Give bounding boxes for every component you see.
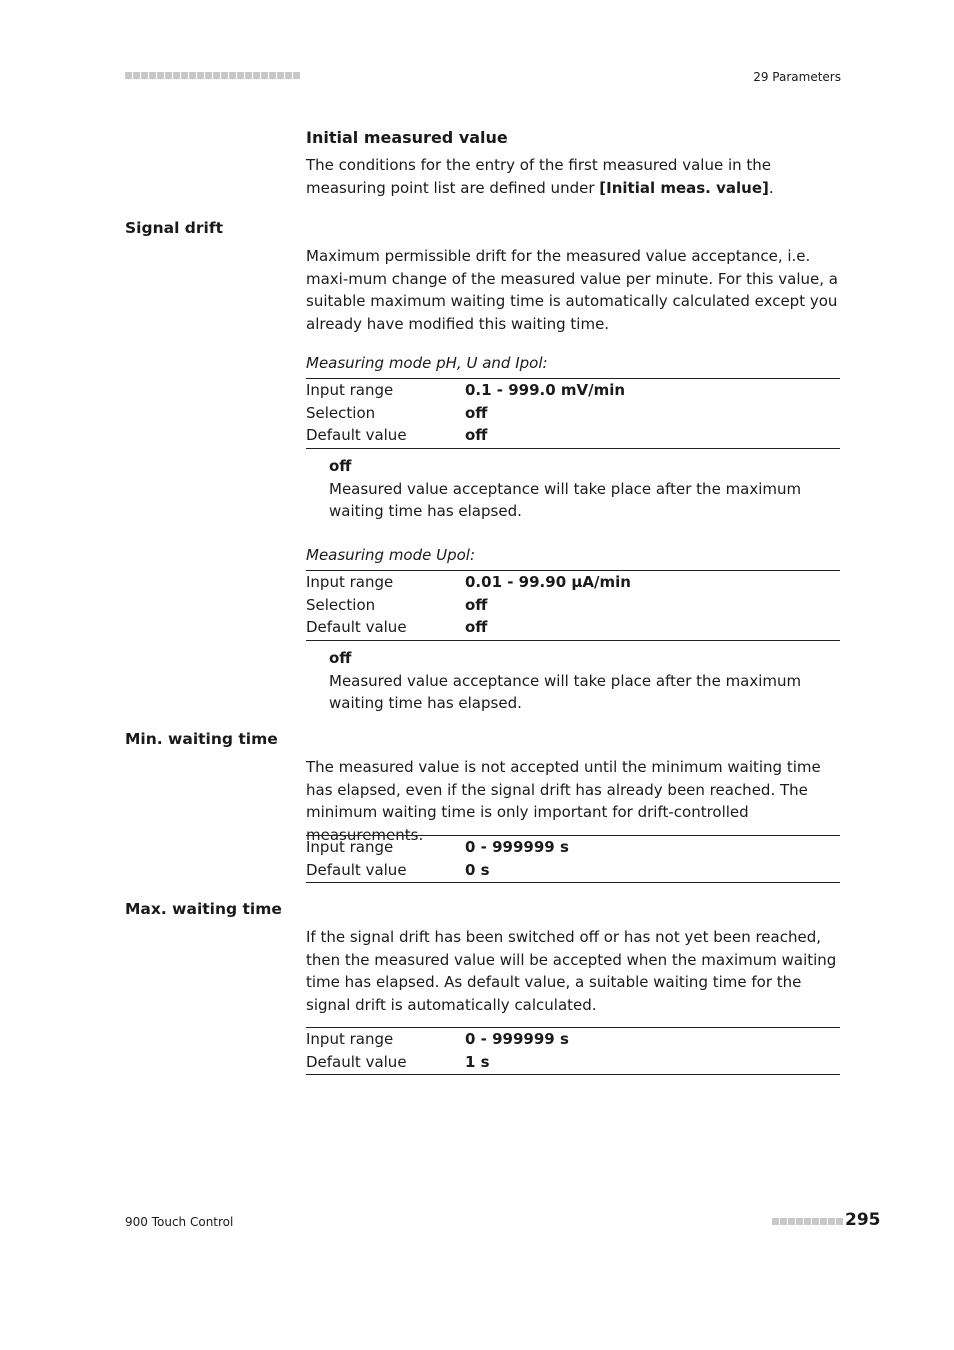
max-waiting-time-description: If the signal drift has been switched off or has not yet been reached, then the measured value will be accepted when the maximum waiting time has elapsed. As default value, a suitable waiting time for the signal drift is automatically calculated.: [306, 928, 837, 1014]
table-row: [306, 594, 840, 617]
table-row: [306, 1028, 840, 1051]
option-name: off: [329, 649, 352, 667]
signal-drift-description: Maximum permissible drift for the measured value acceptance, i.e. maxi-mum change of the measured value per minute. For this value, a suitable maximum waiting time is automatically calculated except you already have modified this waiting time.: [306, 247, 838, 333]
param-value: 0 - 999999 s: [465, 1030, 569, 1049]
mode-upol-option-off: [329, 647, 840, 715]
header-decoration: [125, 72, 300, 79]
initial-measured-value-text: [306, 154, 840, 199]
table-row: [306, 379, 840, 402]
mode-ph-option-off: [329, 455, 840, 523]
option-description: Measured value acceptance will take place after the maximum waiting time has elapsed.: [329, 671, 802, 712]
param-key: Default value: [306, 426, 407, 445]
option-name: off: [329, 457, 352, 475]
chapter-title: 29 Parameters: [753, 70, 841, 84]
param-value: 0 s: [465, 860, 490, 879]
param-key: Default value: [306, 1052, 407, 1071]
initial-measured-value-heading: Initial measured value: [306, 128, 508, 147]
param-key: Selection: [306, 403, 376, 422]
param-key: Selection: [306, 595, 376, 614]
param-value: off: [465, 618, 488, 637]
max-waiting-time-heading: Max. waiting time: [125, 900, 282, 918]
param-value: 0 - 999999 s: [465, 838, 569, 857]
param-key: Input range: [306, 381, 394, 400]
footer-decoration: [772, 1218, 843, 1225]
param-key: Input range: [306, 838, 394, 857]
param-value: 0.01 - 99.90 µA/min: [465, 573, 631, 592]
param-value: off: [465, 595, 488, 614]
max-waiting-time-parameter-table: [306, 1027, 840, 1075]
param-key: Input range: [306, 1030, 394, 1049]
mode-upol-parameter-table: [306, 570, 840, 641]
table-row: [306, 424, 840, 447]
min-waiting-time-heading: Min. waiting time: [125, 730, 278, 748]
table-row: [306, 859, 840, 882]
intro-text: The conditions for the entry of the first measured value in the measuring point list are defined under: [306, 156, 772, 197]
mode-ph-parameter-table: [306, 378, 840, 449]
mode-ph-label: Measuring mode pH, U and Ipol:: [306, 354, 548, 372]
option-description: Measured value acceptance will take place after the maximum waiting time has elapsed.: [329, 479, 802, 520]
table-row: [306, 616, 840, 639]
page-number: 295: [845, 1210, 881, 1230]
param-value: 0.1 - 999.0 mV/min: [465, 381, 626, 400]
min-waiting-time-parameter-table: [306, 835, 840, 883]
signal-drift-heading: Signal drift: [125, 219, 223, 237]
param-key: Default value: [306, 860, 407, 879]
min-waiting-time-description: The measured value is not accepted until the minimum waiting time has elapsed, even if the signal drift has already been reached. The minimum waiting time is only important for drift-controlled measurements.: [306, 758, 821, 844]
table-row: [306, 402, 840, 425]
product-name: 900 Touch Control: [125, 1215, 234, 1229]
mode-upol-label: Measuring mode Upol:: [306, 546, 476, 564]
param-value: 1 s: [465, 1052, 490, 1071]
table-row: [306, 836, 840, 859]
param-value: off: [465, 426, 488, 445]
intro-period: .: [768, 178, 774, 197]
param-key: Default value: [306, 618, 407, 637]
param-value: off: [465, 403, 488, 422]
param-key: Input range: [306, 573, 394, 592]
table-row: [306, 1051, 840, 1074]
table-row: [306, 571, 840, 594]
intro-reference: [Initial meas. value]: [599, 178, 769, 197]
